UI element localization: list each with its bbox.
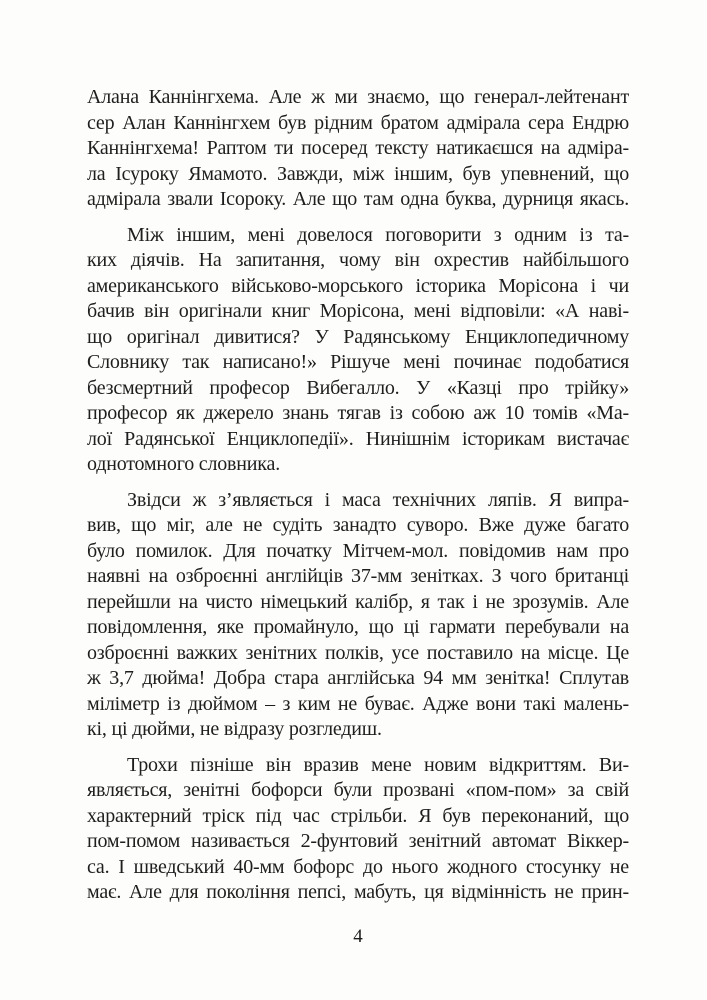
text-line: ла Ісуроку Ямамото. Завжди, між іншим, був упевнений, що bbox=[87, 162, 629, 185]
text-line: сер Алан Каннінгхем був рідним братом адмірала сера Ендрю bbox=[87, 111, 629, 134]
text-line: ких діячів. На запитання, чому він охрестив найбільшого bbox=[87, 249, 629, 271]
text-line: наявні на озброєнні англійців 37-мм зенітках. З чого британці bbox=[87, 565, 629, 587]
paragraph bbox=[87, 753, 629, 906]
text-line: що оригінал дивитися? У Радянському Енциклопедичному bbox=[87, 325, 629, 348]
text-line: повідомлення, яке промайнуло, що ці гармати перебували на bbox=[87, 616, 629, 638]
text-line: Між іншим, мені довелося поговорити з одним із та- bbox=[127, 223, 629, 246]
text-line: безсмертний професор Вибегалло. У «Казці про трійку» bbox=[87, 376, 629, 399]
text-line: пом-помом називається 2-фунтовий зенітний автомат Віккер- bbox=[87, 830, 629, 852]
text-line: лої Радянської Енциклопедії». Нинішнім історикам вистачає bbox=[87, 427, 629, 450]
text-line: Трохи пізніше він вразив мене новим відкриттям. Ви- bbox=[127, 753, 629, 776]
text-line: вив, що міг, але не судіть занадто суворо. Вже дуже багато bbox=[87, 514, 629, 536]
text-line: са. І шведський 40-мм бофорс до нього жодного стосунку не bbox=[87, 855, 629, 878]
text-line: ж 3,7 дюйма! Добра стара англійська 94 мм зенітка! Сплутав bbox=[87, 667, 629, 689]
text-line: Звідси ж з’являється і маса технічних ляпів. Я випра- bbox=[127, 488, 629, 511]
text-line: бачив він оригінали книг Морісона, мені відповіли: «А наві- bbox=[87, 300, 629, 322]
text-line: Словнику так написано!» Рішуче мені починає подобатися bbox=[87, 351, 629, 373]
text-line: адмірала звали Ісороку. Але що там одна буква, дурниця якась. bbox=[87, 188, 629, 210]
text-line: однотомного словника. bbox=[87, 453, 280, 475]
paragraph bbox=[87, 85, 629, 213]
page-text bbox=[87, 85, 629, 916]
text-line: було помилок. Для початку Мітчем-мол. повідомив нам про bbox=[87, 539, 629, 562]
text-line: Каннінгхема! Раптом ти посеред тексту натикаєшся на адміра- bbox=[87, 137, 629, 159]
text-line: кі, ці дюйми, не відразу розгледиш. bbox=[87, 718, 382, 740]
text-line: американського військово-морського історика Морісона і чи bbox=[87, 274, 629, 297]
text-line: характерний тріск під час стрільби. Я був переконаний, що bbox=[87, 804, 629, 827]
text-line: перейшли на чисто німецький калібр, я так і не зрозумів. Але bbox=[87, 590, 629, 613]
paragraph bbox=[87, 488, 629, 743]
page-number: 4 bbox=[353, 926, 363, 947]
text-line: озброєнні важких зенітних полків, усе поставило на місце. Це bbox=[87, 641, 629, 664]
text-line: професор як джерело знань тягав із собою аж 10 томів «Ма- bbox=[87, 402, 629, 424]
text-line: має. Але для покоління пепсі, мабуть, ця відмінність не прин- bbox=[87, 881, 629, 903]
text-line: Алана Каннінгхема. Але ж ми знаємо, що генерал-лейтенант bbox=[87, 86, 629, 108]
text-line: міліметр із дюймом – з ким не буває. Адже вони такі малень- bbox=[87, 692, 629, 715]
paragraph bbox=[87, 223, 629, 478]
text-line: являється, зенітні бофорси були прозвані «пом-пом» за свій bbox=[87, 779, 629, 801]
